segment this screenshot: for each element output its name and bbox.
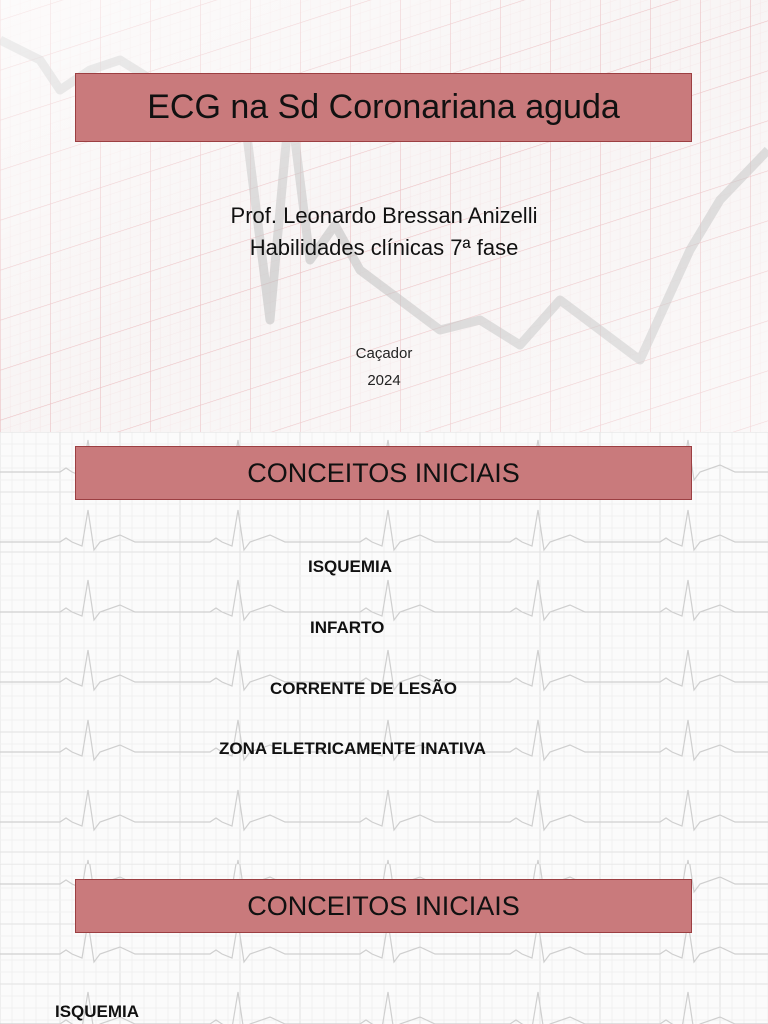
presenter-name: Prof. Leonardo Bressan Anizelli <box>230 203 538 228</box>
slide-3-title: CONCEITOS INICIAIS <box>75 879 692 933</box>
year: 2024 <box>367 372 401 389</box>
slide-2-title: CONCEITOS INICIAIS <box>75 446 692 500</box>
title-slide <box>0 0 768 432</box>
concept-item-ischemia-2: ISQUEMIA <box>55 1002 140 1021</box>
concepts-slide-2 <box>0 864 768 1024</box>
concept-list <box>0 432 768 864</box>
concept-item-inactive-zone: ZONA ELETRICAMENTE INATIVA <box>219 739 486 758</box>
concept-item-ischemia: ISQUEMIA <box>308 557 393 576</box>
concept-item-infarct: INFARTO <box>310 618 385 637</box>
location-date <box>0 340 768 394</box>
concept-item-injury-current: CORRENTE DE LESÃO <box>270 679 458 698</box>
course-phase: Habilidades clínicas 7ª fase <box>249 235 519 260</box>
slide-1-title: ECG na Sd Coronariana aguda <box>75 73 692 142</box>
presenter-info <box>0 200 768 264</box>
location: Caçador <box>355 345 413 362</box>
concepts-slide <box>0 432 768 864</box>
